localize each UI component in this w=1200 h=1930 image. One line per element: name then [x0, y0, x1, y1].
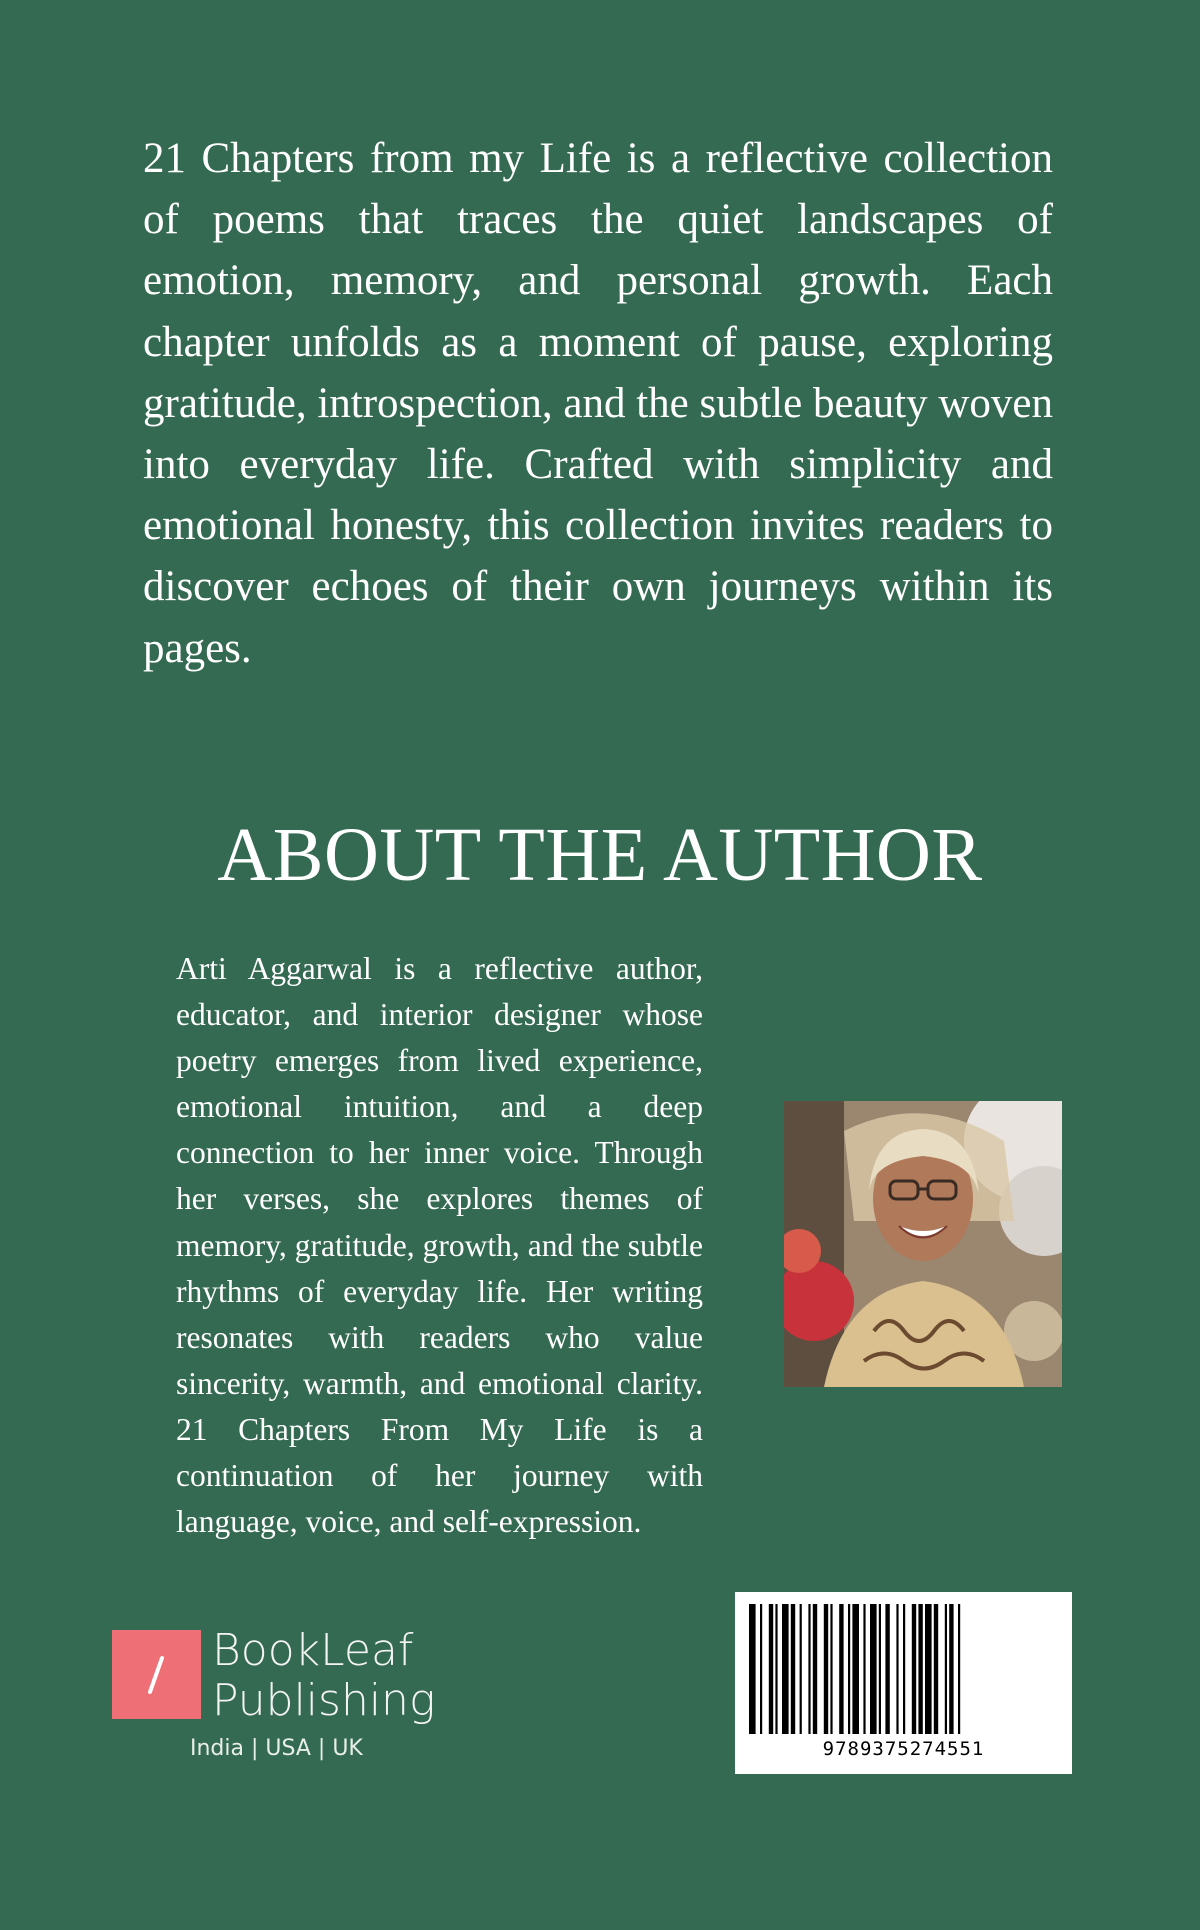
- publisher-block: [112, 1626, 492, 1766]
- barcode-bar: [782, 1604, 789, 1734]
- isbn-barcode: [735, 1592, 1072, 1774]
- barcode-bars: [735, 1592, 1072, 1738]
- book-blurb: 21 Chapters from my Life is a reflective collection of poems that traces the quiet landscapes of emotion, memory, and personal growth. Each chapter unfolds as a moment of pause, exploring gratitude, introspection, and the subtle beauty woven into everyday life. Crafted with simplicity and emotional honesty, this collection invites readers to discover echoes of their own journeys within its pages.: [143, 135, 1053, 672]
- barcode-bar: [958, 1604, 960, 1734]
- barcode-bar: [903, 1604, 905, 1734]
- publisher-name-line2: Publishing: [212, 1675, 436, 1726]
- author-photo: [784, 1101, 1062, 1387]
- barcode-bar: [824, 1604, 828, 1734]
- barcode-bar: [800, 1604, 802, 1734]
- about-author-heading: ABOUT THE AUTHOR: [217, 813, 983, 897]
- publisher-regions: India | USA | UK: [190, 1736, 363, 1761]
- barcode-bar: [912, 1604, 916, 1734]
- barcode-bar: [918, 1604, 922, 1734]
- barcode-bar: [808, 1604, 810, 1734]
- barcode-bar: [791, 1604, 795, 1734]
- barcode-bar: [852, 1604, 859, 1734]
- isbn-number: 9789375274551: [822, 1738, 985, 1760]
- barcode-bar: [813, 1604, 817, 1734]
- barcode-bar: [863, 1604, 865, 1734]
- slash-icon: [112, 1630, 201, 1719]
- barcode-bar: [839, 1604, 843, 1734]
- barcode-bar: [934, 1604, 938, 1734]
- barcode-bar: [749, 1604, 756, 1734]
- barcode-bar: [925, 1604, 932, 1734]
- barcode-bar: [879, 1604, 881, 1734]
- barcode-bar: [870, 1604, 877, 1734]
- author-bio: Arti Aggarwal is a reflective author, educator, and interior designer whose poetry emerges from lived experience, emotional intuition, and a deep connection to her inner voice. Through her verses, she explores themes of memory, gratitude, growth, and the subtle rhythms of everyday life. Her writing resonates with readers who value sincerity, warmth, and emotional clarity. 21 Chapters From My Life is a continuation of her journey with language, voice, and self-expression.: [176, 951, 703, 1540]
- barcode-bar: [848, 1604, 850, 1734]
- publisher-name: [212, 1626, 435, 1726]
- barcode-bar: [896, 1604, 898, 1734]
- barcode-bar: [949, 1604, 953, 1734]
- barcode-bar: [760, 1604, 762, 1734]
- barcode-bar: [769, 1604, 773, 1734]
- barcode-bar: [885, 1604, 889, 1734]
- publisher-name-line1: BookLeaf: [212, 1625, 414, 1676]
- barcode-bar: [830, 1604, 832, 1734]
- barcode-bar: [945, 1604, 947, 1734]
- barcode-bar: [775, 1604, 777, 1734]
